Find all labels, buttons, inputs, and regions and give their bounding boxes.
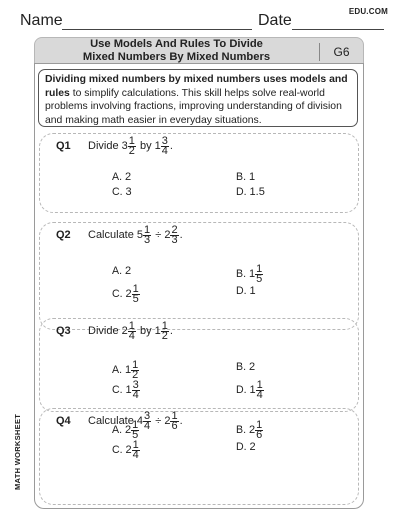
- numerator: 1: [256, 263, 263, 275]
- whole-number: 2: [121, 324, 128, 337]
- option-label: D.: [236, 285, 247, 297]
- numerator: 1: [128, 320, 135, 332]
- question-prefix: Divide: [88, 324, 119, 337]
- whole-number: 1: [125, 383, 132, 396]
- fraction: [132, 381, 140, 399]
- operator: ÷: [155, 228, 162, 241]
- whole-number: 2: [125, 443, 132, 456]
- whole-number: 2: [248, 361, 256, 373]
- numerator: 1: [132, 283, 139, 295]
- whole-number: 3: [125, 186, 132, 198]
- brand-logo: EDU.COM: [348, 7, 388, 16]
- question-prefix: Calculate: [88, 228, 134, 241]
- whole-number: 1: [249, 383, 256, 396]
- option-c[interactable]: [112, 285, 141, 303]
- denominator: 5: [132, 428, 139, 441]
- fraction: [255, 265, 263, 283]
- numerator: 3: [132, 379, 139, 391]
- whole-number: 1: [154, 324, 161, 337]
- option-a[interactable]: [112, 171, 131, 183]
- whole-number: 4: [136, 414, 144, 427]
- fraction: [170, 412, 178, 430]
- whole-number: 2: [164, 414, 171, 427]
- name-label: Name: [20, 12, 63, 29]
- fraction: [132, 285, 140, 303]
- whole-number: 2: [124, 423, 132, 436]
- question-suffix: .: [169, 324, 173, 337]
- title-bar: [34, 37, 364, 63]
- option-d[interactable]: [236, 441, 256, 453]
- option-b[interactable]: [236, 421, 264, 439]
- fraction: [128, 137, 136, 155]
- numerator: 1: [256, 419, 263, 431]
- intro-bold: Dividing mixed numbers by mixed numbers uses models and rules: [45, 74, 348, 99]
- question-prefix: Calculate: [88, 414, 134, 427]
- fraction: [132, 441, 140, 459]
- option-d[interactable]: [236, 285, 256, 297]
- denominator: 2: [128, 144, 135, 157]
- whole-number: 1: [154, 139, 161, 152]
- whole-number: 3: [121, 139, 128, 152]
- option-label: B.: [236, 267, 247, 280]
- option-label: A.: [112, 423, 123, 436]
- option-label: C.: [112, 443, 123, 456]
- option-a[interactable]: [112, 421, 140, 439]
- denominator: 3: [144, 233, 151, 246]
- question-suffix: .: [169, 139, 173, 152]
- option-d[interactable]: [236, 381, 265, 399]
- option-label: D.: [236, 383, 247, 396]
- numerator: 1: [161, 320, 168, 332]
- numerator: 3: [144, 410, 151, 422]
- question-number: Q1: [56, 140, 71, 152]
- denominator: 6: [256, 428, 263, 441]
- option-label: C.: [112, 287, 123, 300]
- whole-number: 5: [136, 228, 144, 241]
- option-b[interactable]: [236, 361, 255, 373]
- fraction: [128, 322, 136, 340]
- option-c[interactable]: [112, 441, 141, 459]
- intro-text: to simplify calculations. This skill helps solve real-world problems involving fractions, improving understanding of division and making math easier in everyday situations.: [45, 87, 342, 126]
- name-line[interactable]: [62, 29, 252, 30]
- whole-number: 2: [248, 423, 256, 436]
- numerator: 1: [128, 135, 135, 147]
- fraction: [131, 421, 139, 439]
- numerator: 1: [132, 419, 139, 431]
- operator: ÷: [155, 414, 162, 427]
- numerator: 1: [171, 410, 178, 422]
- title-line-2: Mixed Numbers By Mixed Numbers: [82, 51, 271, 63]
- grade-badge: G6: [319, 43, 363, 61]
- option-label: C.: [112, 186, 123, 198]
- fraction: [256, 381, 264, 399]
- denominator: 5: [256, 272, 263, 285]
- numerator: 1: [144, 224, 151, 236]
- denominator: 4: [161, 144, 168, 157]
- option-b[interactable]: [236, 265, 264, 283]
- intro-box: [38, 69, 358, 127]
- fraction: [255, 421, 263, 439]
- question-number: Q4: [56, 415, 71, 427]
- whole-number: 2: [125, 287, 132, 300]
- operator: by: [139, 324, 152, 337]
- fraction: [161, 137, 169, 155]
- question-text: [88, 137, 173, 155]
- whole-number: 1: [248, 267, 256, 280]
- question-number: Q2: [56, 229, 71, 241]
- whole-number: 1.5: [249, 186, 265, 198]
- whole-number: 1: [249, 285, 256, 297]
- question-box-3: [39, 318, 359, 412]
- option-label: A.: [112, 265, 123, 277]
- option-c[interactable]: [112, 186, 132, 198]
- fraction: [131, 361, 139, 379]
- question-box-2: [39, 222, 359, 330]
- denominator: 4: [256, 388, 263, 401]
- whole-number: 2: [124, 265, 132, 277]
- question-suffix: .: [179, 228, 183, 241]
- question-number: Q3: [56, 325, 71, 337]
- denominator: 3: [171, 233, 178, 246]
- option-a[interactable]: [112, 265, 131, 277]
- option-a[interactable]: [112, 361, 140, 379]
- date-line[interactable]: [292, 29, 384, 30]
- option-label: B.: [236, 423, 247, 436]
- title-line-1: Use Models And Rules To Divide: [90, 38, 263, 50]
- option-b[interactable]: [236, 171, 255, 183]
- denominator: 4: [132, 448, 139, 461]
- option-d[interactable]: [236, 186, 265, 198]
- date-label: Date: [258, 12, 292, 29]
- side-label: MATH WORKSHEET: [13, 413, 22, 490]
- question-suffix: .: [179, 414, 183, 427]
- fraction: [143, 226, 151, 244]
- worksheet-title: [35, 38, 318, 64]
- denominator: 4: [128, 329, 135, 342]
- denominator: 2: [161, 329, 168, 342]
- option-label: A.: [112, 171, 123, 183]
- numerator: 1: [132, 439, 139, 451]
- denominator: 2: [132, 368, 139, 381]
- question-box-1: [39, 133, 359, 213]
- operator: by: [139, 139, 152, 152]
- question-box-4: [39, 408, 359, 505]
- denominator: 4: [132, 388, 139, 401]
- whole-number: 1: [124, 363, 132, 376]
- whole-number: 2: [124, 171, 132, 183]
- numerator: 1: [132, 359, 139, 371]
- denominator: 5: [132, 292, 139, 305]
- numerator: 2: [171, 224, 178, 236]
- option-label: D.: [236, 441, 247, 453]
- option-label: B.: [236, 361, 247, 373]
- denominator: 6: [171, 419, 178, 432]
- option-label: B.: [236, 171, 247, 183]
- whole-number: 1: [248, 171, 256, 183]
- option-label: A.: [112, 363, 123, 376]
- option-c[interactable]: [112, 381, 141, 399]
- option-label: D.: [236, 186, 247, 198]
- fraction: [161, 322, 169, 340]
- whole-number: 2: [164, 228, 171, 241]
- option-label: C.: [112, 383, 123, 396]
- whole-number: 2: [249, 441, 256, 453]
- question-text: [88, 226, 183, 244]
- numerator: 1: [256, 379, 263, 391]
- question-prefix: Divide: [88, 139, 119, 152]
- fraction: [170, 226, 178, 244]
- question-text: [88, 322, 173, 340]
- numerator: 3: [161, 135, 168, 147]
- denominator: 4: [144, 419, 151, 432]
- fraction: [143, 412, 151, 430]
